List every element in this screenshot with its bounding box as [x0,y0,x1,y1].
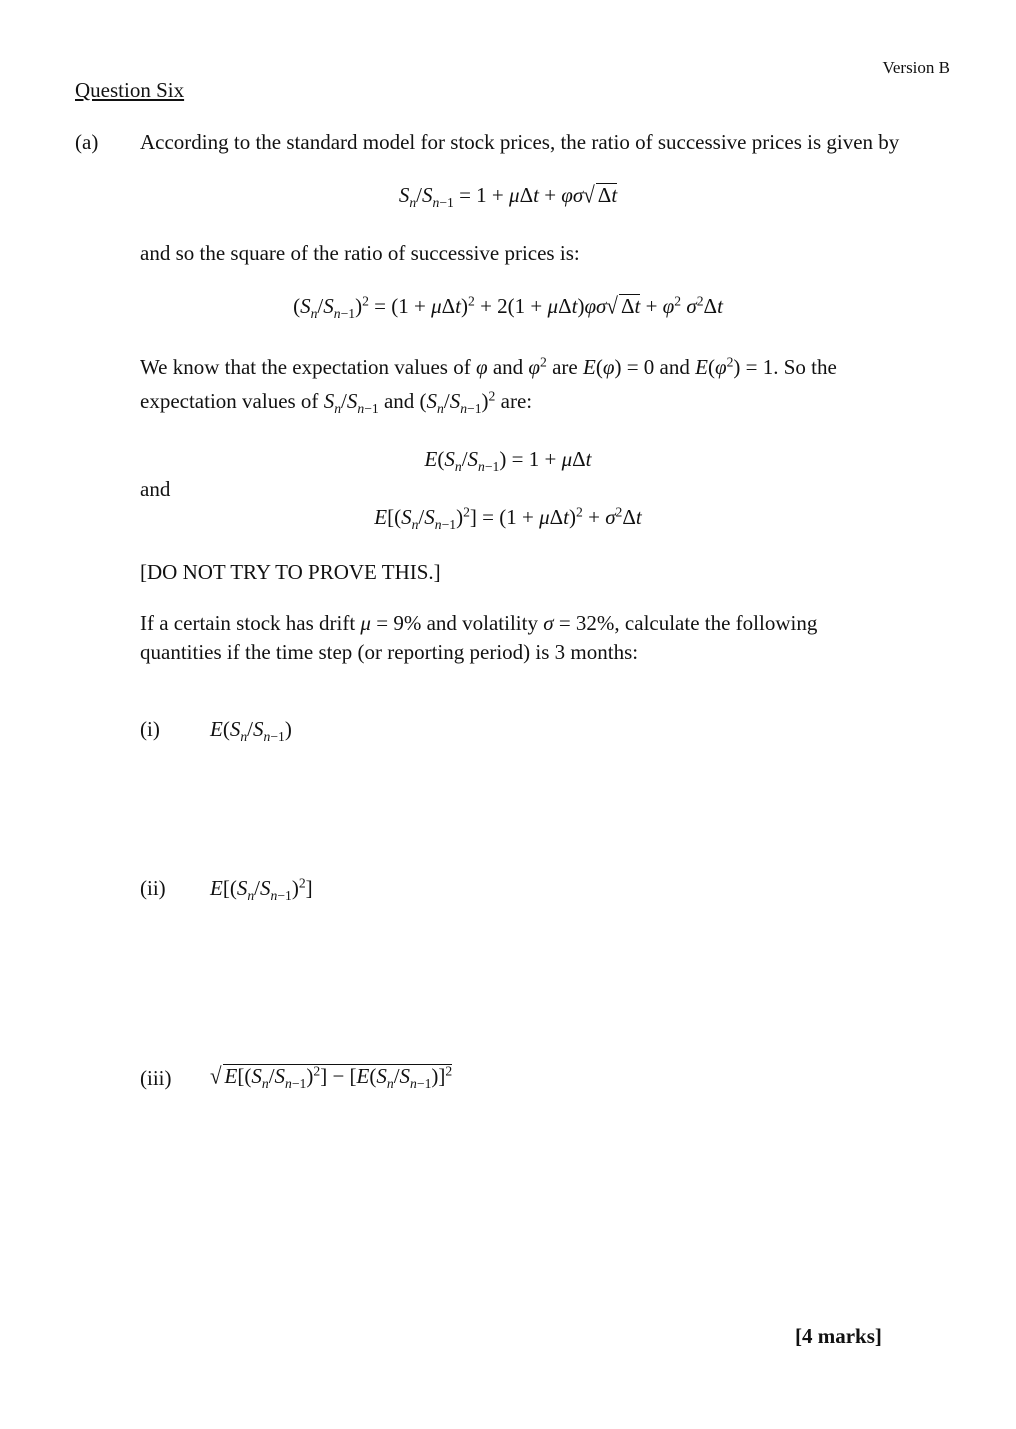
part-a-label: (a) [75,130,99,154]
expectation-line-1: We know that the expectation values of φ and $\varphi^2$ are E(φ) = 0 and $E(\varphi^2) = 1$. So the [140,354,837,379]
sub-item-ii-expression: $E[(S_n/S_{n-1})^2]$ [210,875,313,903]
sub-item-i-label: (i) [140,717,160,741]
equation-ratio: $S_n/S_{n-1} = 1 + \mu\Delta t + \varphi\sigma√$ Δt [398,181,618,210]
equation-square: $(S_n/S_{n-1})^2 = (1 + \mu\Delta t)^2 + 2(1 + \mu\Delta t)\varphi\sigma√$ $\Delta t + \varphi^2$ $\sigma^2\Delta t$ [293,292,723,321]
given-line-2: quantities if the time step (or reporting period) is 3 months: [140,640,639,664]
equation-expectation-ratio: $E(S_n/S_{n-1}) = 1 + \mu\Delta t$ [424,447,592,474]
sub-item-iii-expression: √ $E[(S_n/S_{n-1})^2] - [E(S_n/S_{n-1})]^2$ [210,1062,453,1091]
intro-text: According to the standard model for stock prices, the ratio of successive prices is given by [140,130,900,154]
note-text: [DO NOT TRY TO PROVE THIS.] [140,560,441,584]
question-title: Question Six [75,78,185,102]
version-label: Version B [882,58,950,77]
expectation-line-2: expectation values of $S_n/S_{n-1}$ and $(S_n/S_{n-1})^2$ are: [140,388,533,416]
marks-label: [4 marks] [795,1324,882,1348]
sub-item-ii-label: (ii) [140,876,166,900]
equation-expectation-square: $E[(S_n/S_{n-1})^2] = (1 + \mu\Delta t)^2 + \sigma^2\Delta t$ [374,504,642,532]
and-label: and [140,477,171,501]
sub-item-i-expression: $E(S_n/S_{n-1})$ [210,717,292,744]
sub-item-iii-label: (iii) [140,1066,172,1090]
given-line-1: If a certain stock has drift μ = 9% and volatility σ = 32%, calculate the following [140,611,818,635]
square-intro-text: and so the square of the ratio of successive prices is: [140,241,580,265]
